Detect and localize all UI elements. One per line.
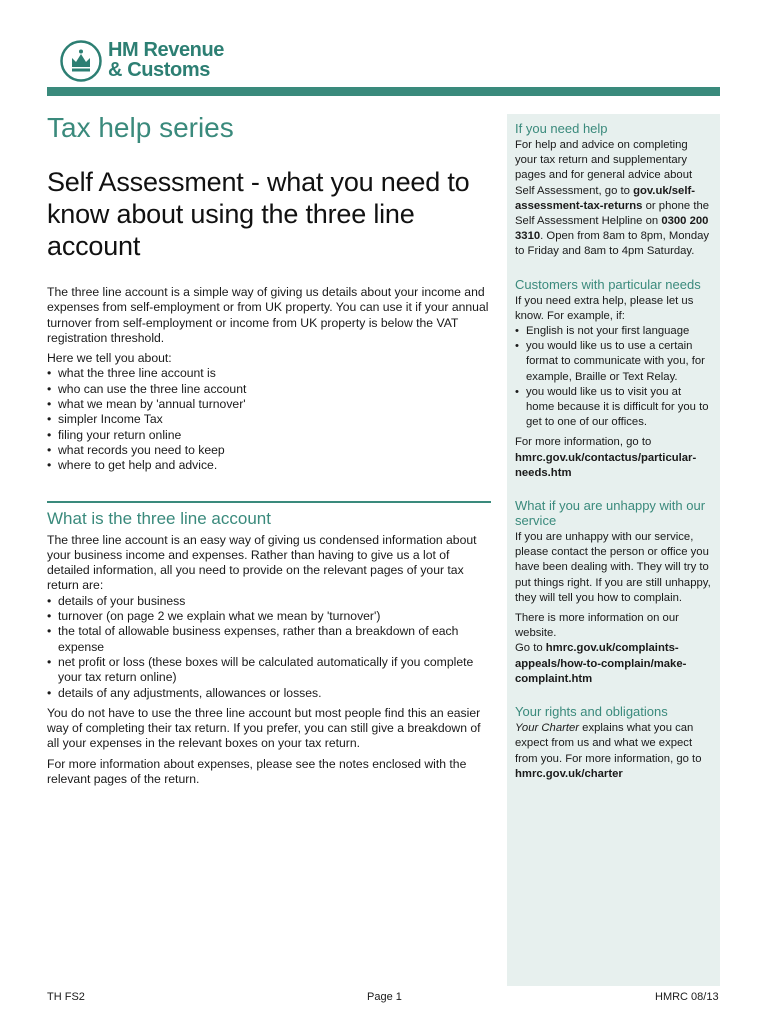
needs-more: For more information, go to bbox=[515, 436, 652, 449]
section-paragraph-3: For more information about expenses, please see the notes enclosed with the relevant pages of the return. bbox=[47, 756, 467, 787]
complaint-link[interactable]: hmrc.gov.uk/complaints-appeals/how-to-complain/make-complaint.htm bbox=[515, 642, 687, 685]
help-text: For help and advice on completing your tax return and supplementary pages and for general advice about Self Assessment, go to gov.uk/self-assessment-tax-returns or phone the Self Assessment Helpline on 0300 200 3310. Open from 8am to 8pm, Monday to Friday and 8am to 4pm Saturday. bbox=[515, 139, 710, 258]
needs-intro: If you need extra help, please let us know. For example, if: bbox=[515, 294, 694, 322]
intro-list bbox=[47, 366, 491, 473]
page-title: Self Assessment - what you need to know about using the three line account bbox=[47, 167, 470, 261]
intro-paragraph: The three line account is a simple way of giving us details about your income and expenses from self-employment or from UK property. You can use it if your annual turnover from self-employment or income from UK property is below the VAT registration threshold. bbox=[47, 285, 489, 345]
brand-line-1: HM Revenue bbox=[108, 39, 225, 61]
main-column bbox=[47, 112, 491, 787]
header-band bbox=[47, 87, 720, 96]
brand-name bbox=[108, 40, 224, 80]
unhappy-box bbox=[515, 498, 712, 687]
section-list bbox=[47, 594, 491, 701]
list-item: • you would like us to use a certain format to communicate with you, for example, Braille or Text Relay. bbox=[515, 339, 712, 385]
unhappy-go: Go to hmrc.gov.uk/complaints-appeals/how-to-complain/make-complaint.htm bbox=[515, 642, 687, 685]
needs-box bbox=[515, 277, 712, 481]
needs-heading: Customers with particular needs bbox=[515, 276, 701, 292]
unhappy-more: There is more information on our website. bbox=[515, 612, 679, 640]
list-item: • what records you need to keep bbox=[47, 443, 491, 458]
needs-link[interactable]: hmrc.gov.uk/contactus/particular-needs.htm bbox=[515, 451, 697, 479]
section-paragraph: The three line account is an easy way of giving us condensed information about your business income and expenses. Rather than having to give us a lot of detailed information, all you need to provide on the relevant pages of your tax return are: bbox=[47, 532, 477, 593]
helpline-phone: 0300 200 3310 bbox=[515, 215, 709, 243]
help-heading: If you need help bbox=[515, 121, 608, 136]
hmrc-logo bbox=[60, 40, 235, 80]
rights-heading: Your rights and obligations bbox=[515, 704, 668, 720]
list-item: • net profit or loss (these boxes will be calculated automatically if you complete your tax return online) bbox=[47, 655, 491, 686]
series-title: Tax help series bbox=[47, 112, 234, 143]
unhappy-heading: What if you are unhappy with our service bbox=[515, 498, 706, 529]
list-item: • you would like us to visit you at home because it is difficult for you to get to one of our offices. bbox=[515, 385, 712, 431]
footer-ref: TH FS2 bbox=[47, 991, 85, 1003]
list-item: • simpler Income Tax bbox=[47, 412, 491, 427]
list-item: • the total of allowable business expenses, rather than a breakdown of each expense bbox=[47, 624, 491, 655]
list-item: • where to get help and advice. bbox=[47, 458, 491, 473]
crown-crest-icon bbox=[60, 40, 102, 82]
list-item: • what we mean by 'annual turnover' bbox=[47, 397, 491, 412]
charter-title: Your Charter bbox=[515, 722, 580, 735]
intro-list-heading: Here we tell you about: bbox=[47, 351, 172, 366]
charter-link[interactable]: hmrc.gov.uk/charter bbox=[515, 767, 623, 780]
rights-text: Your Charter explains what you can expect from us and what we expect from you. For more information, go to bbox=[515, 722, 702, 765]
footer-date: HMRC 08/13 bbox=[655, 991, 719, 1003]
section-divider bbox=[47, 501, 491, 503]
needs-list bbox=[515, 324, 712, 430]
rights-box bbox=[515, 704, 712, 782]
list-item: • English is not your first language bbox=[515, 324, 712, 339]
list-item: • who can use the three line account bbox=[47, 382, 491, 397]
brand-line-2: & Customs bbox=[108, 59, 210, 81]
help-link[interactable]: gov.uk/self-assessment-tax-returns bbox=[515, 184, 695, 212]
section-paragraph-2: You do not have to use the three line account but most people find this an easier way of completing their tax return. If you prefer, you can still give a breakdown of all your expenses in the relevant boxes on your tax return. bbox=[47, 705, 481, 751]
list-item: • turnover (on page 2 we explain what we mean by 'turnover') bbox=[47, 609, 491, 624]
section-heading: What is the three line account bbox=[47, 508, 271, 528]
help-box bbox=[515, 121, 712, 260]
list-item: • filing your return online bbox=[47, 428, 491, 443]
list-item: • details of any adjustments, allowances or losses. bbox=[47, 686, 491, 701]
page-number: Page 1 bbox=[367, 991, 402, 1003]
list-item: • details of your business bbox=[47, 594, 491, 609]
sidebar bbox=[507, 114, 720, 986]
list-item: • what the three line account is bbox=[47, 366, 491, 381]
unhappy-text: If you are unhappy with our service, please contact the person or office you have been dealing with. They will try to put things right. If you are still unhappy, they will tell you how to complain. bbox=[515, 531, 711, 604]
